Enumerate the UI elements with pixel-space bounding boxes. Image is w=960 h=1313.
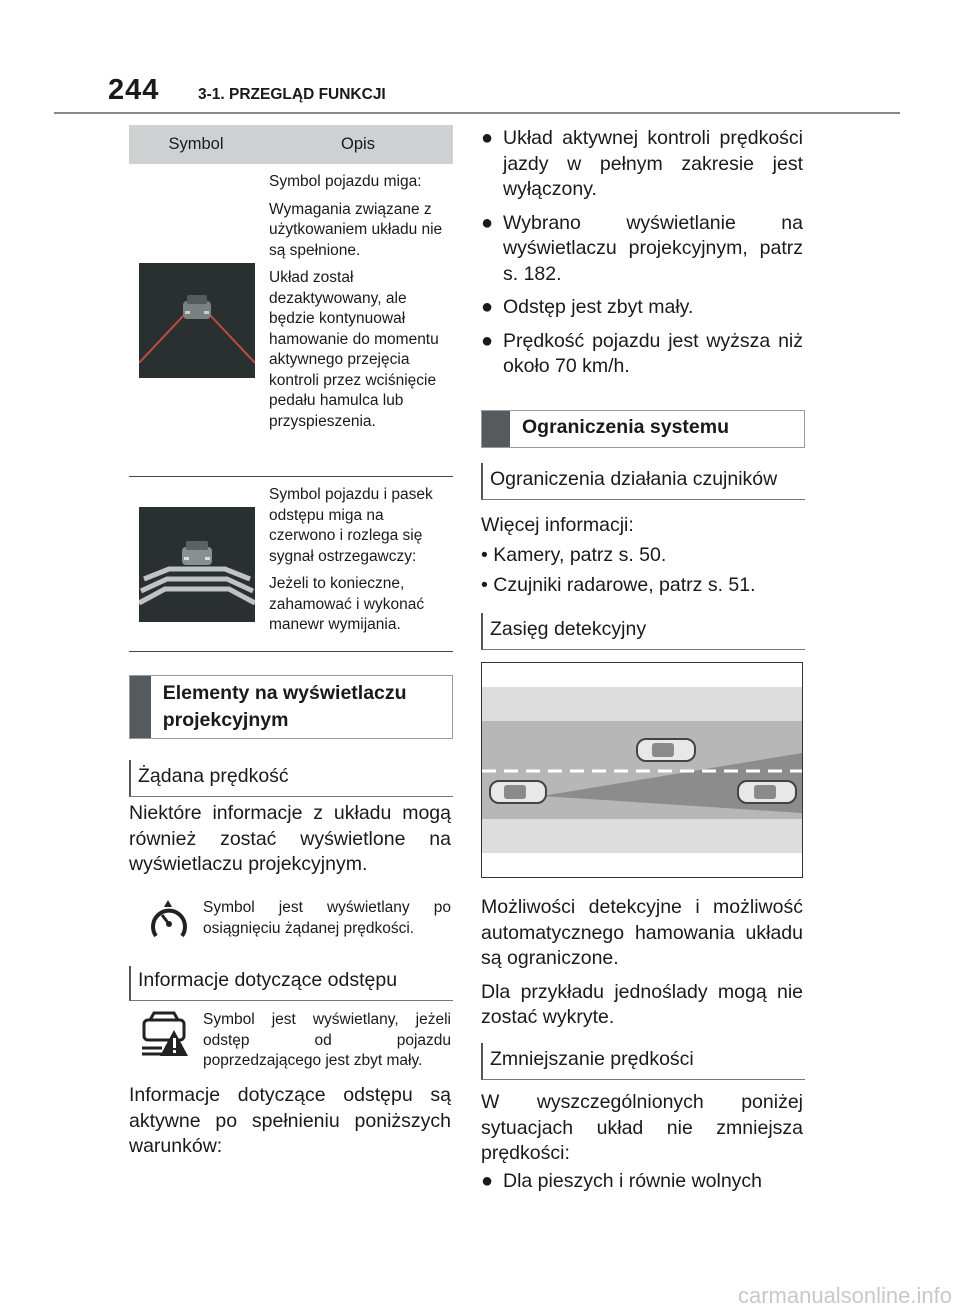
row2-text-1: Symbol pojazdu i pasek odstępu miga na czerwono i rozlega się sygnał ostrzegawczy: <box>269 486 433 565</box>
paragraph-more-info: Więcej informacji: • Kamery, patrz s. 50. • Czujniki radarowe, patrz s. 51. <box>481 510 803 600</box>
watermark: carmanualsonline.info <box>737 1283 952 1308</box>
subheading-speed-reduction: Zmniejszanie prędkości <box>481 1043 805 1080</box>
table-row <box>129 477 453 652</box>
car-icon <box>490 781 546 803</box>
list-item: ● Układ aktywnej kontroli prędkości jazdy w pełnym zakresie jest wyłączony. <box>481 127 803 200</box>
note-desired-speed: Symbol jest wyświetlany po osiągnięciu żądanej prędkości. <box>203 899 451 937</box>
distance-warning-icon <box>140 1010 192 1063</box>
page-number: 244 <box>108 74 160 106</box>
vehicle-blink-symbol <box>139 263 255 378</box>
row2-text-2: Jeżeli to konieczne, zahamować i wykonać manewr wymijania. <box>269 575 425 633</box>
chapter-title: 3-1. PRZEGLĄD FUNKCJI <box>198 86 386 103</box>
table-header <box>129 125 453 164</box>
vehicle-warning-symbol <box>139 507 255 622</box>
section-heading-hud: Elementy na wyświetlaczu projekcyjnym <box>129 675 453 739</box>
list-item: ● Odstęp jest zbyt mały. <box>481 296 694 318</box>
subheading-detection-range: Zasięg detekcyjny <box>481 613 805 650</box>
list-item: ● Dla pieszych i równie wolnych <box>481 1170 763 1192</box>
car-icon <box>738 781 796 803</box>
row1-text-1: Symbol pojazdu miga: <box>269 173 422 190</box>
subheading-sensor-limits: Ograniczenia działania czujników <box>481 463 805 500</box>
paragraph-distance-conditions: Informacje dotyczące odstępu są aktywne po spełnieniu poniższych warunków: <box>129 1084 451 1157</box>
paragraph-detection: Możliwości detekcyjne i możliwość automatycznego hamowania układu są ograniczone. Dla przykładu jednoślady mogą nie zostać wykryte. <box>481 896 803 1028</box>
detection-range-diagram <box>481 662 803 878</box>
car-icon <box>637 739 695 761</box>
note-distance: Symbol jest wyświetlany, jeżeli odstęp od pojazdu poprzedzającego jest zbyt mały. <box>203 1011 451 1069</box>
paragraph-hud-info: Niektóre informacje z układu mogą również zostać wyświetlone na wyświetlaczu projekcyjnym. <box>129 802 451 875</box>
row1-text-2: Wymagania związane z użytkowaniem układu nie są spełnione. <box>269 200 443 259</box>
speedometer-icon <box>148 898 190 947</box>
symbol-table <box>129 125 453 652</box>
link-radar[interactable]: • Czujniki radarowe, patrz s. 51. <box>481 574 756 596</box>
row1-text-3: Układ został dezaktywowany, ale będzie kontynuował hamowanie do momentu aktywnego przejęcia kontroli przez wciśnięcie pedału hamulca lub przyspieszenia. <box>269 269 439 430</box>
link-cameras[interactable]: • Kamery, patrz s. 50. <box>481 544 667 566</box>
list-item: ● Wybrano wyświetlanie na wyświetlaczu projekcyjnym, patrz s. 182. <box>481 211 803 285</box>
col-desc: Opis <box>341 135 375 153</box>
subheading-desired-speed: Żądana prędkość <box>129 760 453 797</box>
header-divider <box>54 112 900 114</box>
paragraph-speed-reduction: W wyszczególnionych poniżej sytuacjach układ nie zmniejsza prędkości: <box>481 1091 803 1164</box>
subheading-distance-info: Informacje dotyczące odstępu <box>129 966 453 1001</box>
table-row <box>129 164 453 477</box>
bullet-list-conditions <box>481 126 803 380</box>
list-item: ● Prędkość pojazdu jest wyższa niż około 70 km/h. <box>481 329 803 377</box>
col-symbol: Symbol <box>168 135 224 153</box>
section-heading-limits: Ograniczenia systemu <box>481 410 805 448</box>
